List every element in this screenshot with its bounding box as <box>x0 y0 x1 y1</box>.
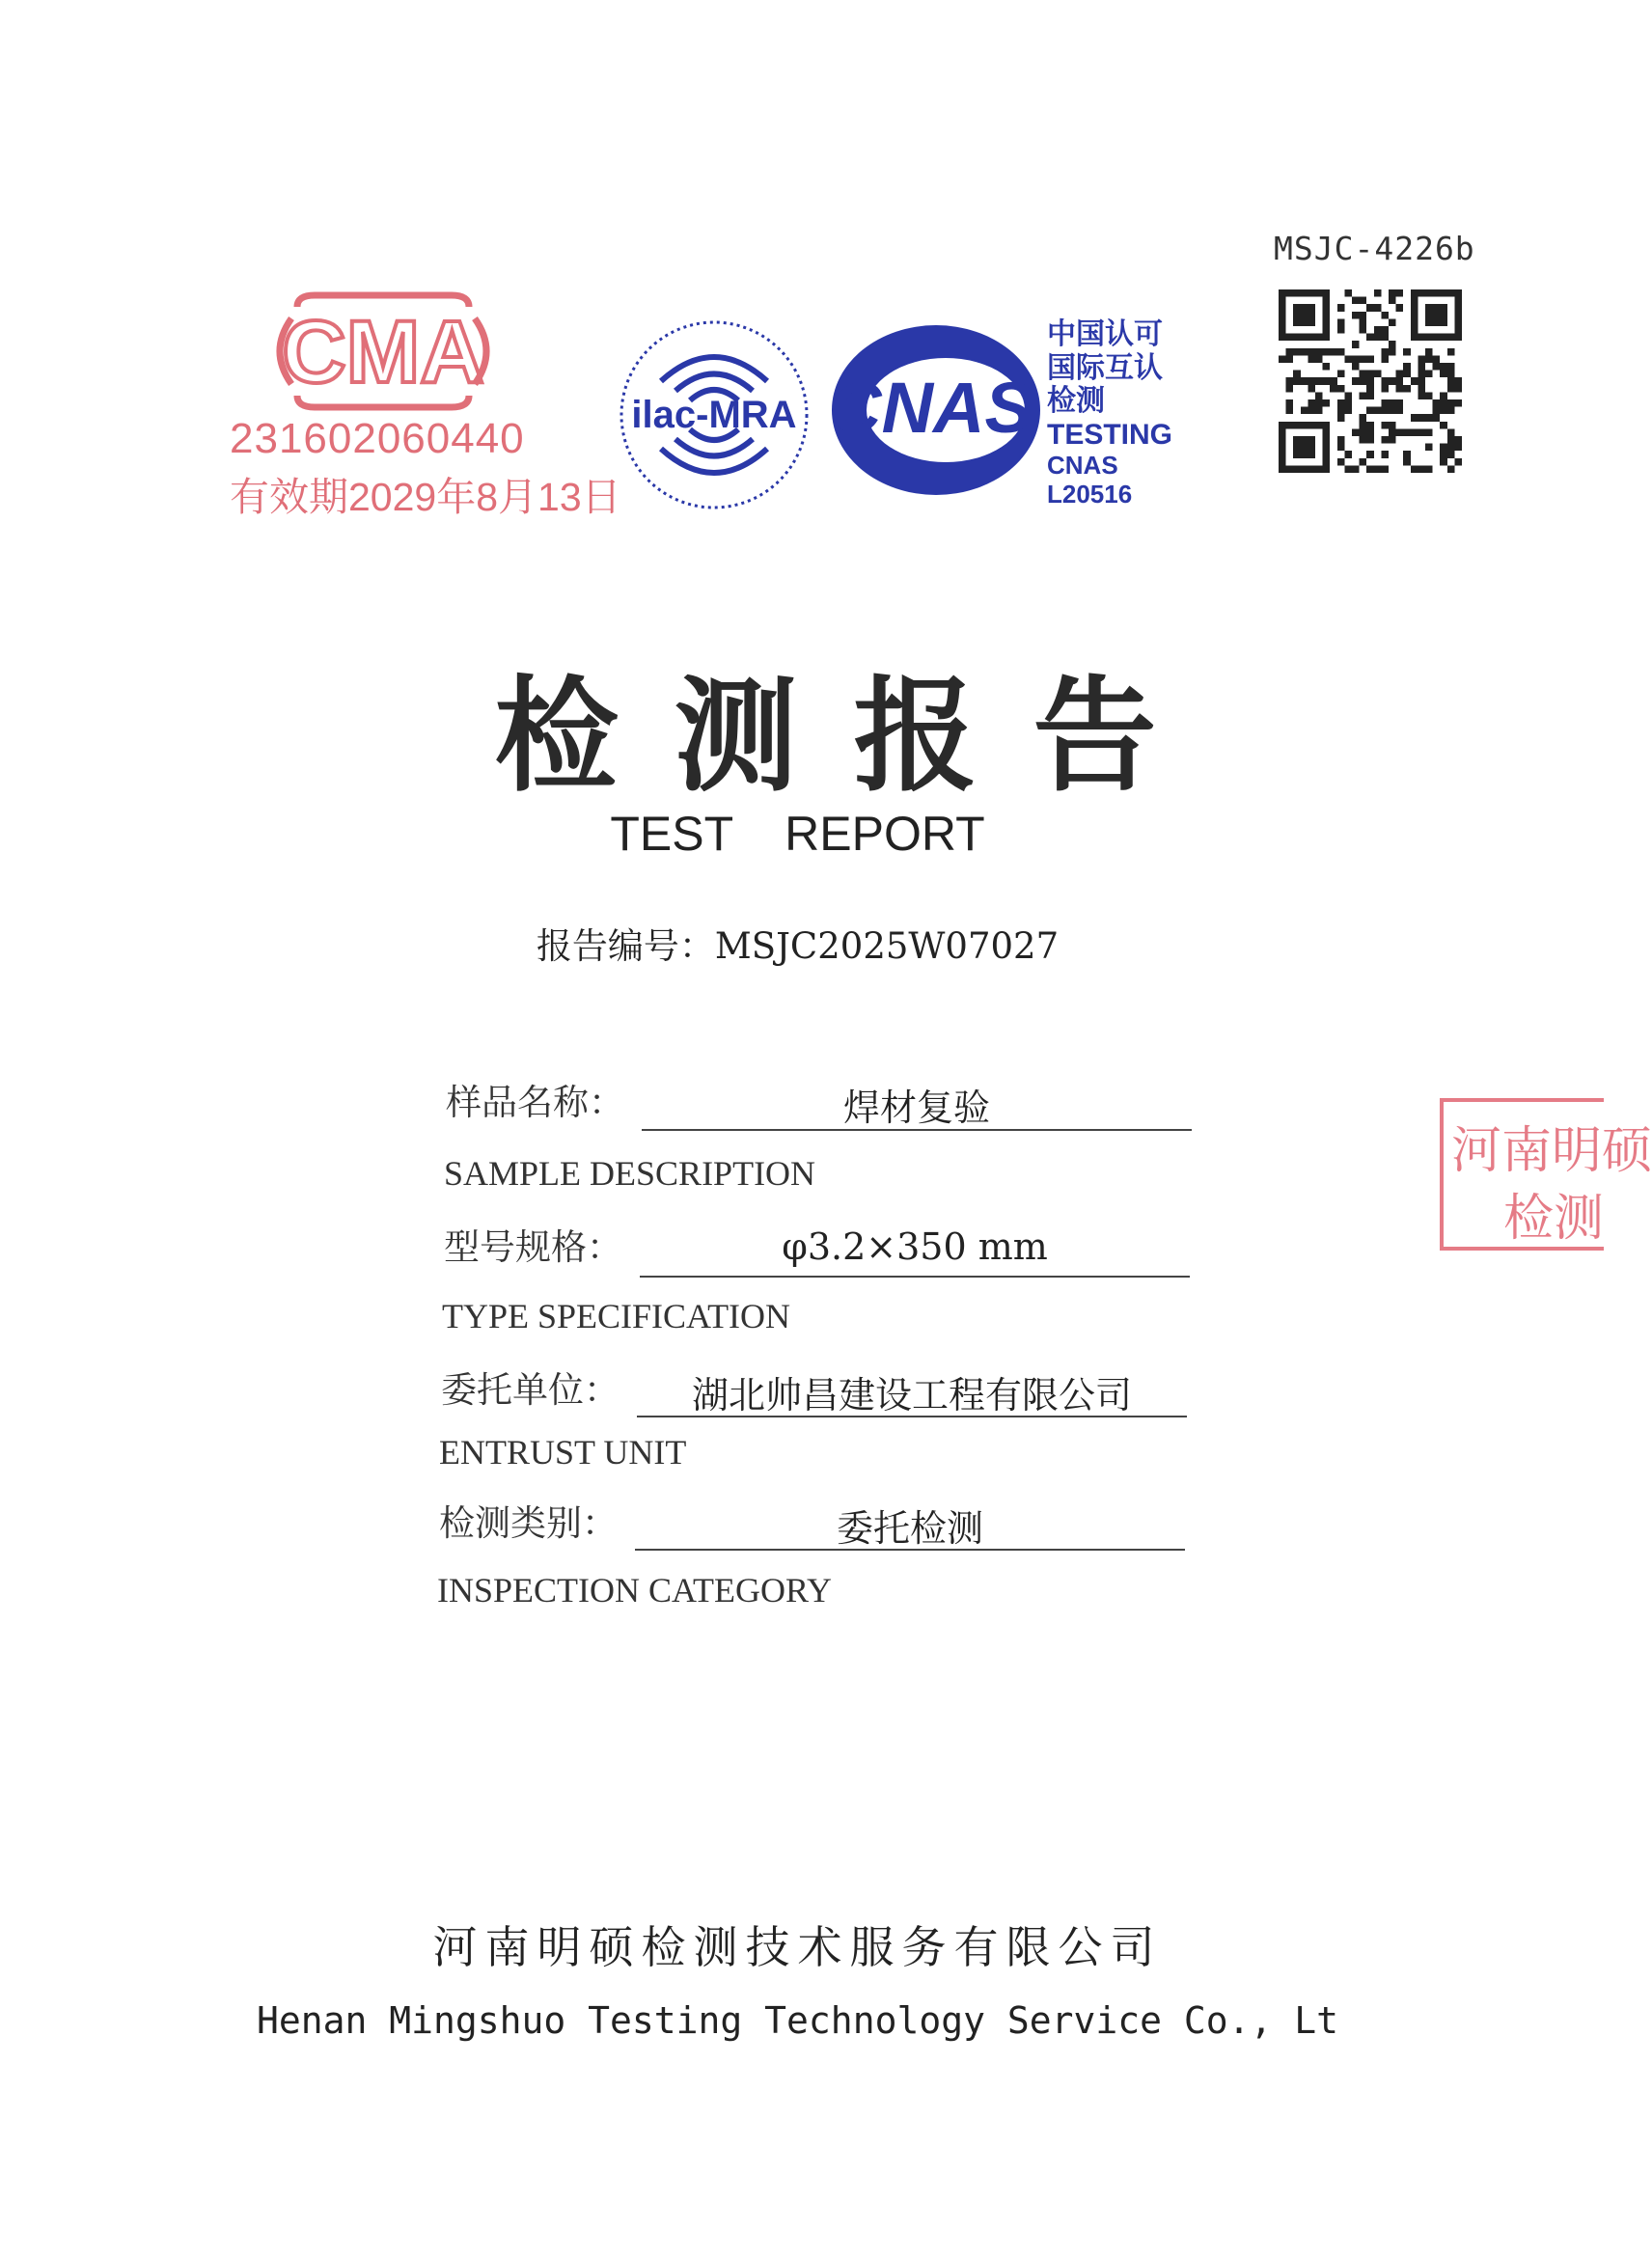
ilac-mra-logo-icon <box>618 314 811 516</box>
category-value: 委托检测 <box>836 1507 983 1550</box>
sample-underline <box>642 1129 1192 1131</box>
type-label: 型号规格： <box>444 1226 622 1268</box>
stamp-line-2: 检测 <box>1503 1191 1605 1247</box>
sample-label-en: SAMPLE DESCRIPTION <box>444 1154 816 1193</box>
cma-logo-text: CMA <box>282 303 484 401</box>
report-title-en: TEST REPORT <box>610 807 985 861</box>
cma-validity: 有效期2029年8月13日 <box>230 475 621 519</box>
type-underline <box>640 1276 1190 1278</box>
cnas-line-3: 检测 <box>1047 385 1105 417</box>
sample-label: 样品名称： <box>446 1082 624 1123</box>
cma-number: 231602060440 <box>230 415 525 462</box>
category-label-en: INSPECTION CATEGORY <box>437 1571 833 1609</box>
type-label-en: TYPE SPECIFICATION <box>442 1297 791 1335</box>
entrust-underline <box>637 1416 1187 1417</box>
entrust-label: 委托单位： <box>441 1369 620 1411</box>
cnas-line-5: CNAS L20516 <box>1047 451 1133 509</box>
cnas-line-2: 国际互认 <box>1047 351 1163 384</box>
entrust-label-en: ENTRUST UNIT <box>439 1433 687 1472</box>
type-value: φ3.2×350 mm <box>782 1225 1048 1268</box>
report-number-label: 报告编号： <box>536 925 715 967</box>
ilac-logo-text: ilac-MRA <box>631 394 797 436</box>
cma-logo-icon <box>259 289 508 413</box>
company-name-cn: 河南明硕检测技术服务有限公司 <box>432 1921 1163 1973</box>
cnas-text-block <box>1047 318 1192 509</box>
entrust-value: 湖北帅昌建设工程有限公司 <box>691 1374 1132 1417</box>
cnas-logo-text: CNAS <box>830 368 1032 448</box>
document-code: MSJC-4226b <box>1274 230 1475 267</box>
stamp-line-1: 河南明硕 <box>1451 1123 1652 1179</box>
report-number <box>0 917 1595 969</box>
cnas-line-4: TESTING <box>1047 418 1173 451</box>
cnas-line-1: 中国认可 <box>1047 318 1163 350</box>
cma-seal <box>230 289 621 521</box>
category-underline <box>635 1549 1185 1551</box>
company-stamp <box>1440 1098 1652 1251</box>
company-name-en: Henan Mingshuo Testing Technology Service Co., Lt <box>256 1999 1339 2042</box>
sample-value: 焊材复验 <box>842 1087 990 1129</box>
report-number-value: MSJC2025W07027 <box>714 925 1060 967</box>
report-title-cn: 检测报告 <box>494 664 1213 809</box>
category-label: 检测类别： <box>439 1502 618 1544</box>
cnas-logo-icon <box>815 318 1047 502</box>
qr-code-icon <box>1279 289 1462 473</box>
